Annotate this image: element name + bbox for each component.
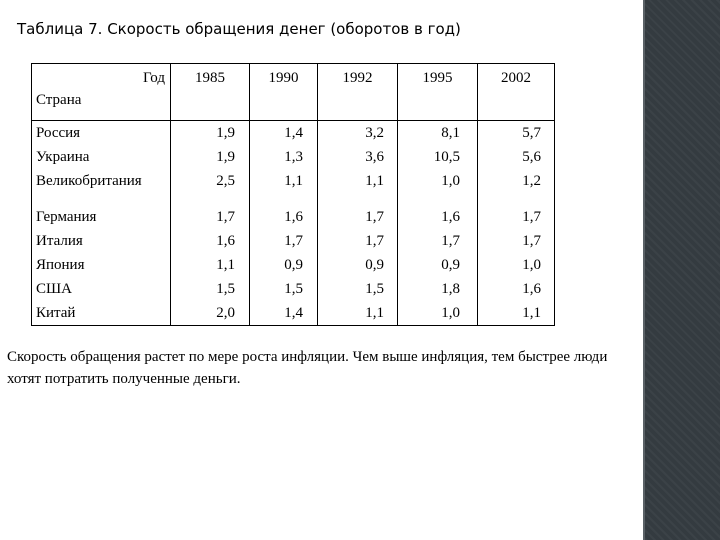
value-cell: 1,6 xyxy=(478,277,555,301)
table-header-row xyxy=(32,64,555,121)
value-cell: 1,7 xyxy=(318,205,398,229)
value-cell: 1,4 xyxy=(250,301,318,326)
value-cell: 1,6 xyxy=(398,205,478,229)
value-cell: 5,7 xyxy=(478,121,555,146)
value-cell: 0,9 xyxy=(318,253,398,277)
value-cell: 8,1 xyxy=(398,121,478,146)
country-cell: Россия xyxy=(32,121,171,146)
country-cell: Италия xyxy=(32,229,171,253)
value-cell: 1,0 xyxy=(478,253,555,277)
value-cell: 1,0 xyxy=(398,169,478,193)
table-spacer-row xyxy=(32,193,555,205)
value-cell: 1,7 xyxy=(318,229,398,253)
value-cell: 1,0 xyxy=(398,301,478,326)
year-header-cell: 1995 xyxy=(398,64,478,121)
table-row xyxy=(32,169,555,193)
explanation-text: Скорость обращения растет по мере роста инфляции. Чем выше инфляция, тем быстрее люди хотят потратить полученные деньги. xyxy=(7,349,608,387)
slide-title: Таблица 7. Скорость обращения денег (оборотов в год) xyxy=(17,20,461,38)
table-row xyxy=(32,121,555,146)
value-cell: 1,8 xyxy=(398,277,478,301)
country-cell: Япония xyxy=(32,253,171,277)
decorative-sidebar xyxy=(645,0,720,540)
value-cell: 1,9 xyxy=(171,121,250,146)
value-cell: 1,6 xyxy=(250,205,318,229)
table-row xyxy=(32,229,555,253)
value-cell: 1,5 xyxy=(318,277,398,301)
value-cell: 3,6 xyxy=(318,145,398,169)
header-corner-cell xyxy=(32,64,171,121)
table-row xyxy=(32,277,555,301)
value-cell: 1,7 xyxy=(250,229,318,253)
value-cell: 1,7 xyxy=(398,229,478,253)
velocity-table xyxy=(31,63,555,326)
value-cell: 10,5 xyxy=(398,145,478,169)
value-cell: 1,3 xyxy=(250,145,318,169)
value-cell: 1,5 xyxy=(250,277,318,301)
table-row xyxy=(32,301,555,326)
value-cell: 0,9 xyxy=(398,253,478,277)
value-cell: 1,1 xyxy=(318,169,398,193)
country-cell: Германия xyxy=(32,205,171,229)
value-cell: 1,1 xyxy=(318,301,398,326)
value-cell: 1,2 xyxy=(478,169,555,193)
value-cell: 1,1 xyxy=(250,169,318,193)
country-cell: США xyxy=(32,277,171,301)
year-header-cell: 1985 xyxy=(171,64,250,121)
year-header-cell: 1990 xyxy=(250,64,318,121)
value-cell: 1,7 xyxy=(478,205,555,229)
year-header-cell: 2002 xyxy=(478,64,555,121)
value-cell: 1,9 xyxy=(171,145,250,169)
value-cell: 3,2 xyxy=(318,121,398,146)
value-cell: 2,0 xyxy=(171,301,250,326)
country-cell: Великобритания xyxy=(32,169,171,193)
value-cell: 5,6 xyxy=(478,145,555,169)
value-cell: 1,7 xyxy=(171,205,250,229)
table-row xyxy=(32,205,555,229)
value-cell: 1,5 xyxy=(171,277,250,301)
value-cell: 2,5 xyxy=(171,169,250,193)
value-cell: 1,6 xyxy=(171,229,250,253)
year-header-label: Год xyxy=(142,70,165,86)
country-cell: Китай xyxy=(32,301,171,326)
table-row xyxy=(32,253,555,277)
value-cell: 1,1 xyxy=(171,253,250,277)
country-cell: Украина xyxy=(32,145,171,169)
value-cell: 1,1 xyxy=(478,301,555,326)
value-cell: 1,7 xyxy=(478,229,555,253)
value-cell: 1,4 xyxy=(250,121,318,146)
country-header-label: Страна xyxy=(36,92,82,108)
year-header-cell: 1992 xyxy=(318,64,398,121)
table-row xyxy=(32,145,555,169)
value-cell: 0,9 xyxy=(250,253,318,277)
